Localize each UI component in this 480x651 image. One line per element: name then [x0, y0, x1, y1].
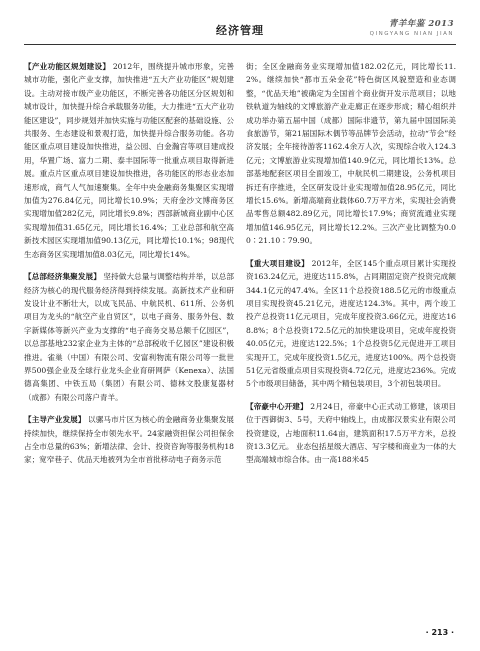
article-headquarters-economy: [24, 270, 234, 404]
right-column: [246, 60, 456, 620]
article-industrial-zones: [24, 60, 234, 261]
article-heading: 【产业功能区规划建设】: [24, 62, 111, 71]
article-heading: 【总部经济集聚发展】: [24, 272, 101, 282]
article-body: 坚持做大总量与调整结构并举，以总部经济为核心的现代服务经济得到持续发展。高新技术产业和研发设计业不断壮大，以成飞民品、中航民机、611所、公务机项目为龙头的“航空产业自贸区”，以电子商务、服务外包、数字新媒体等新兴产业为支撑的“电子商务交易总额千亿园区”，以总部基地232家企业为主体的“总部税收千亿园区”建设积极推进。雀巢（中国）有限公司、安富利物流有限公司等一批世界500强企业及全球行业龙头企业育研网萨（Kenexa）、法国德高集团、中铁五局（集团）有限公司、德林文股康复器材（成都）有限公司落户青羊。: [24, 272, 234, 402]
text-columns: [24, 60, 456, 620]
section-title: 经济管理: [216, 24, 264, 37]
yearbook-brand-pinyin: QINGYANG NIAN JIAN: [369, 31, 454, 37]
article-major-projects: [246, 257, 456, 391]
article-body: 以骡马市片区为核心的金融商务业集聚发展持续加快，继续保持全市领先水平。24家融资担保公司担保余占全市总量的63%；新增法律、会计、投资咨询等服务机构18家；宽窄巷子、优品天地被列为全市首批移动电子商务示范: [24, 415, 234, 465]
page-number: · 213 ·: [425, 628, 454, 637]
article-heading: 【帝豪中心开建】: [246, 401, 308, 411]
article-leading-industries-continued: [246, 60, 456, 248]
article-dihao-center: [246, 400, 456, 467]
left-column: [24, 60, 234, 620]
header-rule: [24, 44, 456, 45]
article-leading-industries: [24, 413, 234, 467]
article-heading: 【重大项目建设】: [246, 258, 309, 268]
article-body: 2012年，全区145个重点项目累计实现投资163.24亿元，进度达115.8%，占同期固定资产投资完成额344.1亿元的47.4%。全区11个总投资188.5亿元的市级重点项目实现投资45.21亿元，进度达124.3%。其中，两个竣工投产总投资11亿元项目，完成年度投资3.66亿元，进度达168.8%；8个总投资172.5亿元的加快建设项目，完成年度投资40.05亿元，进度达122.5%；1个总投资5亿元促进开工项目实现开工，完成年度投资1.5亿元，进度达100%。两个总投资51亿元省级重点项目实现投资4.72亿元，进度达236%。完成5个市级项目储备，其中两个精包装项目，3个初包装项目。: [246, 258, 456, 389]
article-body: 2月24日，帝豪中心正式动工修建，该项目位于西御街3、5号，天府中轴线上，由成都汉景实业有限公司投资建设，占地面积11.64亩，建筑面积17.5万平方米，总投资13.3亿元。 业态包括星级大酒店、写字楼和商业为一体的大型高端城市综合体。由一高188米45: [246, 401, 456, 465]
yearbook-brand: 青羊年鉴 2013: [388, 19, 454, 29]
article-body: 街；全区金融商务业实现增加值182.02亿元，同比增长11.2%。继续加快“都市五朵金花”特色街区风貌塑造和业态调整，“优品天地”被确定为全国首个商业街开发示范项目；以地铁轨道为轴线的文博旅游产业走廊正在逐步形成；精心组织并成功举办第五届中国（成都）国际非遗节，第九届中国国际美食旅游节，第21届国际木偶节等品牌节会活动，拉动“节会”经济发展；全年接待游客1162.4余万人次，实现综合收入124.3亿元；文博旅游业实现增加值140.9亿元，同比增长13%。总部基地配套区项目全面竣工，中航民机二期建设，公务机项目拆迁有序推进，全区研发设计业实现增加值28.95亿元，同比增长15.6%。新增高端商业载体60.7万平方米，实现社会消费品零售总额482.89亿元，同比增长17.9%；商贸流通业实现增加值146.95亿元，同比增长12.2%。三次产业比调整为0.00∶21.10∶79.90。: [246, 62, 456, 246]
article-heading: 【主导产业发展】: [24, 415, 86, 425]
page-header: [24, 14, 456, 54]
article-body: 2012年，围绕提升城市形象，完善城市功能，强化产业支撑，加快推进“五大产业功能区”规划建设。主动对接市级产业功能区，不断完善各功能区分区规划和城市设计，加快提升综合承载服务功能，大力推进“五大产业功能区建设”，同步规划并加快实施与功能区配套的基础设施、公共服务、生态建设和景观打造，加快提升综合服务功能。各功能区重点项目建设加快推进，益公园、白金瀚宫等项目建成投用，华置广场、富力二期、泰丰国际等一批重点项目取得新进展。重点片区重点项目建设加快推进，各功能区的形态业态加速形成，商气人气加速聚集。全年中央金融商务集聚区实现增加值为276.84亿元，同比增长10.9%；天府金沙文博商务区实现增加值282亿元，同比增长9.8%；西部新城商业副中心区实现增加值31.65亿元，同比增长16.4%；工业总部和航空高新技术园区实现增加值90.13亿元，同比增长10.1%；98现代生态商务区实现增加值8.03亿元，同比增长14%。: [24, 62, 234, 259]
